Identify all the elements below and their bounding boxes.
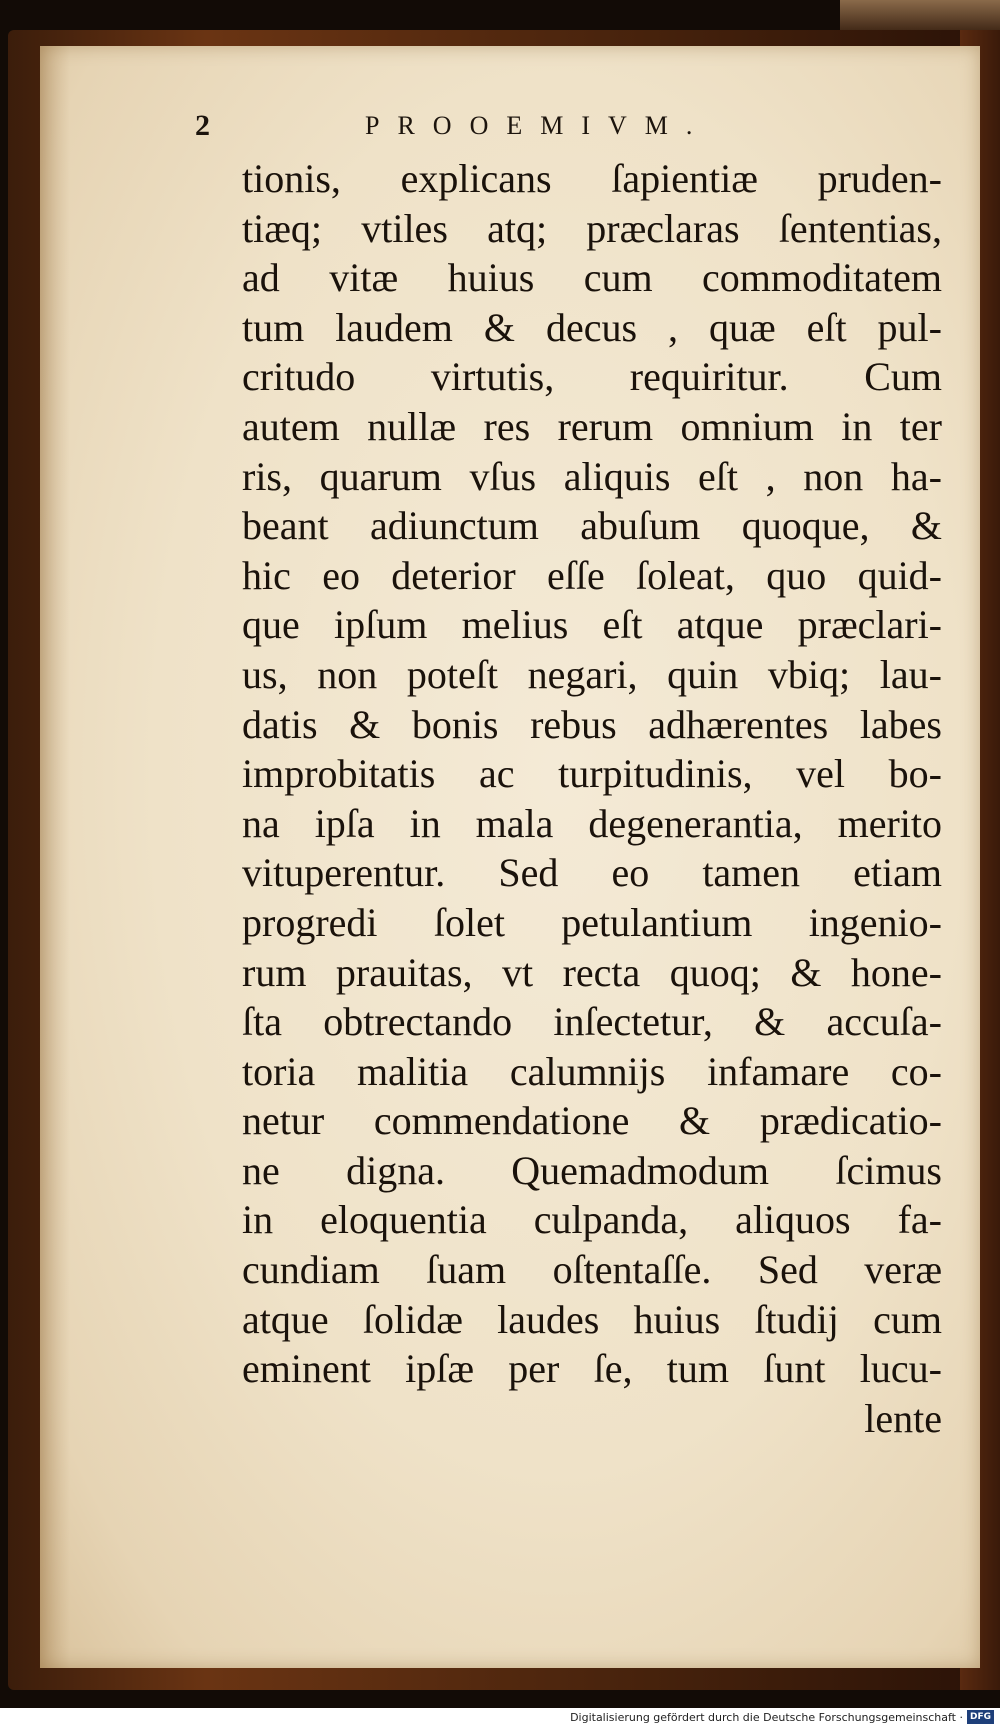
body-text [242, 154, 942, 1443]
text-line: beant adiunctum abuſum quoque, & [242, 503, 942, 549]
text-line: hic eo deterior eſſe ſoleat, quo quid- [242, 552, 942, 598]
page-gutter-shadow [40, 46, 70, 1668]
running-head [195, 106, 935, 146]
text-line: tionis, explicans ſapientiæ pruden- [242, 156, 942, 201]
text-line: rum prauitas, vt recta quoq; & hone- [242, 949, 942, 995]
text-line: netur commendatione & prædicatio- [242, 1098, 942, 1144]
text-line: que ipſum melius eſt atque præclari- [242, 602, 942, 648]
text-line: atque ſolidæ laudes huius ſtudij cum [242, 1296, 942, 1342]
text-line: ad vitæ huius cum commoditatem [242, 255, 942, 301]
book-top-edge [840, 0, 1000, 34]
text-line: autem nullæ res rerum omnium in ter [242, 403, 942, 449]
text-line: ne digna. Quemadmodum ſcimus [242, 1147, 942, 1193]
dfg-logo: DFG [967, 1710, 994, 1724]
footer-credit [570, 1709, 994, 1725]
page-number: 2 [195, 109, 210, 142]
text-line: ſta obtrectando inſectetur, & accuſa- [242, 999, 942, 1045]
text-line: progredi ſolet petulantium ingenio- [242, 899, 942, 945]
funding-credit-text: Digitalisierung gefördert durch die Deutsche Forschungsgemeinschaft · [570, 1710, 963, 1724]
text-line: na ipſa in mala degenerantia, merito [242, 800, 942, 846]
text-line: toria malitia calumnijs infamare co- [242, 1048, 942, 1094]
text-line: ris, quarum vſus aliquis eſt , non ha- [242, 453, 942, 499]
text-line: us, non poteſt negari, quin vbiq; lau- [242, 651, 942, 697]
catchword: lente [864, 1395, 942, 1441]
text-line: datis & bonis rebus adhærentes labes [242, 701, 942, 747]
text-line: cundiam ſuam oſtentaſſe. Sed veræ [242, 1247, 942, 1293]
text-line: tum laudem & decus , quæ eſt pul- [242, 304, 942, 350]
text-line: tiæq; vtiles atq; præclaras ſententias, [242, 205, 942, 251]
text-line: improbitatis ac turpitudinis, vel bo- [242, 751, 942, 797]
text-line: in eloquentia culpanda, aliquos fa- [242, 1197, 942, 1243]
text-line: eminent ipſæ per ſe, tum ſunt lucu- [242, 1346, 942, 1392]
text-line: vituperentur. Sed eo tamen etiam [242, 850, 942, 896]
running-title: PROOEMIVM. [365, 111, 711, 140]
text-line: critudo virtutis, requiritur. Cum [242, 354, 942, 400]
